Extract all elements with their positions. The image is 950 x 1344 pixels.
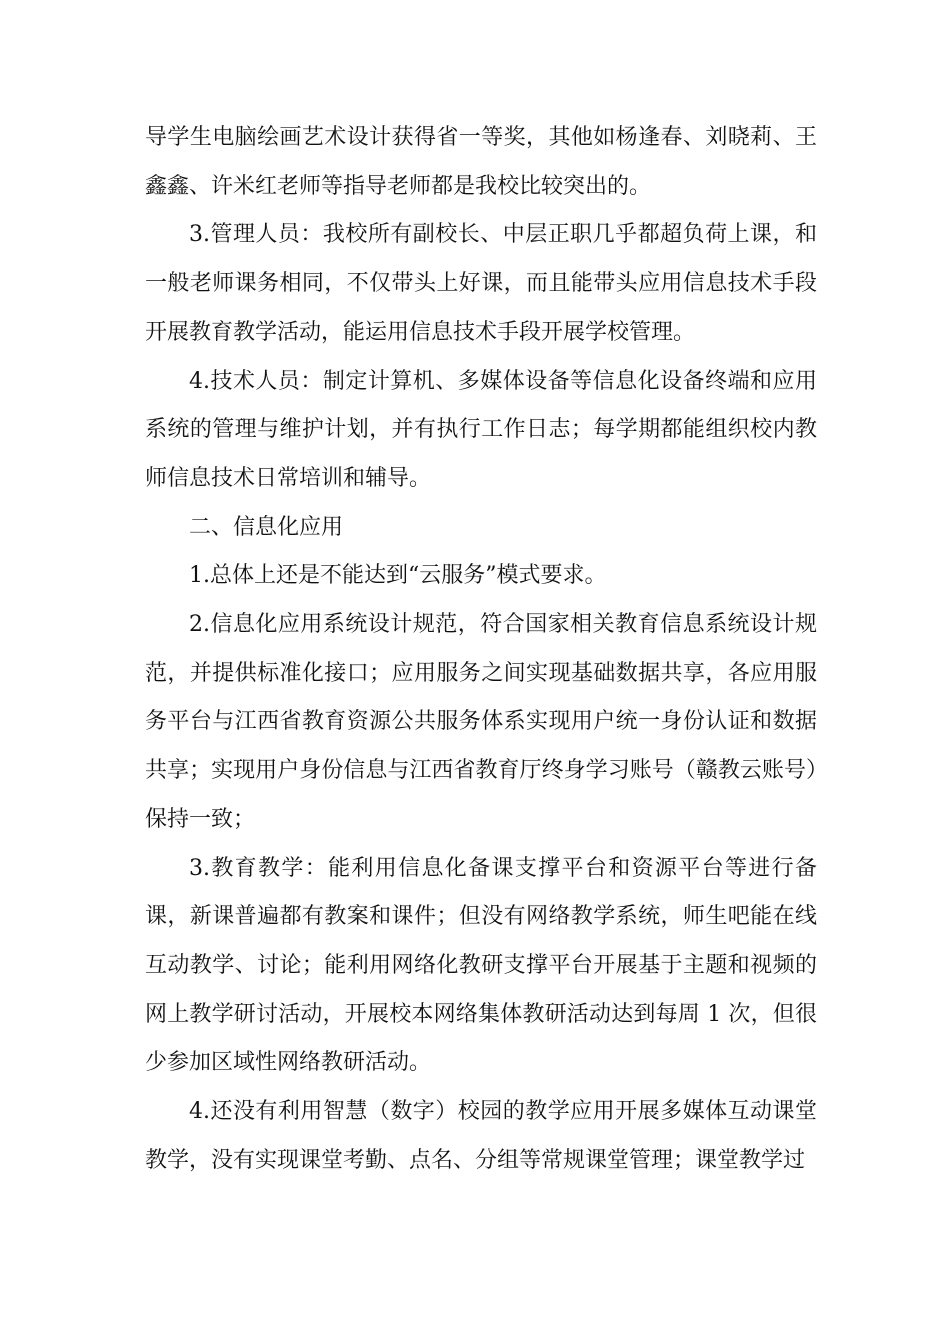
paragraph-cloud-service: 1.总体上还是不能达到“云服务”模式要求。	[189, 563, 607, 589]
paragraph-education-teaching: 3.教育教学：能利用信息化备课支撑平台和资源平台等进行备课，新课普遍都有教案和课件；但没有网络教学系统，师生吧能在线互动教学、讨论；能利用网络化教研支撑平台开展基于主题和视频的网上教学研讨活动，开展校本网络集体教研活动达到每周 1 次，但很少参加区域性网络教研活动。	[145, 855, 817, 1076]
paragraph-smart-campus: 4.还没有利用智慧（数字）校园的教学应用开展多媒体互动课堂教学，没有实现课堂考勤、点名、分组等常规课堂管理；课堂教学过	[145, 1099, 817, 1173]
paragraph-technical-staff: 4.技术人员：制定计算机、多媒体设备等信息化设备终端和应用系统的管理与维护计划，并有执行工作日志；每学期都能组织校内教师信息技术日常培训和辅导。	[145, 368, 817, 491]
section-heading-informatization-application: 二、信息化应用	[189, 514, 344, 540]
document-body	[145, 114, 817, 1185]
paragraph-continuation: 导学生电脑绘画艺术设计获得省一等奖，其他如杨逢春、刘晓莉、王鑫鑫、许米红老师等指导老师都是我校比较突出的。	[145, 125, 817, 199]
paragraph-system-design: 2.信息化应用系统设计规范，符合国家相关教育信息系统设计规范，并提供标准化接口；应用服务之间实现基础数据共享，各应用服务平台与江西省教育资源公共服务体系实现用户统一身份认证和数据共享；实现用户身份信息与江西省教育厅终身学习账号（赣教云账号）保持一致；	[145, 612, 817, 832]
paragraph-management-staff: 3.管理人员：我校所有副校长、中层正职几乎都超负荷上课，和一般老师课务相同，不仅带头上好课，而且能带头应用信息技术手段开展教育教学活动，能运用信息技术手段开展学校管理。	[145, 222, 817, 345]
